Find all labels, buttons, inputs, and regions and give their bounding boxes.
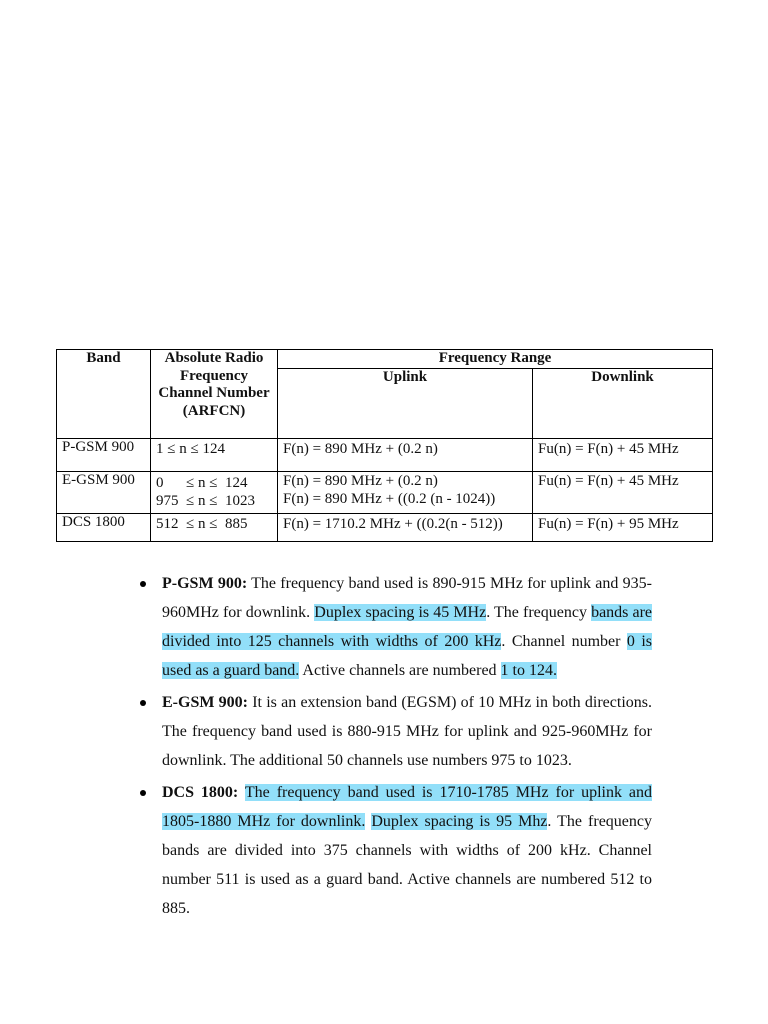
arfcn-line: 512 ≤ n ≤ 885 <box>156 516 248 532</box>
arfcn-line: 1 ≤ n ≤ 124 <box>156 441 225 457</box>
cell-arfcn <box>151 514 278 542</box>
bullet-label: E-GSM 900: <box>162 694 248 711</box>
header-uplink: Uplink <box>278 369 533 439</box>
cell-arfcn <box>151 439 278 472</box>
list-item-egsm <box>138 688 652 775</box>
cell-uplink <box>278 514 533 542</box>
downlink-line: Fu(n) = F(n) + 45 MHz <box>538 473 679 489</box>
header-arfcn: Absolute Radio Frequency Channel Number (ARFCN) <box>151 350 278 439</box>
cell-downlink <box>533 472 713 514</box>
bullet-text: . The frequency bands are divided into 375 channels with widths of 200 kHz. Channel number 511 is used as a guard band. Active channels are numbered 512 to 885. <box>162 813 652 917</box>
table-row <box>57 472 713 514</box>
bullet-label: DCS 1800: <box>162 784 239 801</box>
arfcn-line: 0 ≤ n ≤ 124 <box>156 475 248 491</box>
table-row <box>57 514 713 542</box>
frequency-table <box>56 349 713 542</box>
arfcn-line: 975 ≤ n ≤ 1023 <box>156 492 255 509</box>
highlighted-text: Duplex spacing is 45 MHz <box>314 604 487 621</box>
uplink-line: F(n) = 890 MHz + (0.2 n) <box>283 441 438 457</box>
table-row <box>57 439 713 472</box>
cell-downlink <box>533 439 713 472</box>
bullet-text: . Channel number <box>501 633 627 650</box>
list-item-pgsm <box>138 569 652 685</box>
highlighted-text: 1 to 124. <box>500 662 557 679</box>
header-downlink: Downlink <box>533 369 713 439</box>
bullet-icon <box>140 581 146 587</box>
cell-uplink <box>278 472 533 514</box>
highlighted-text: 0 is used as a guard band. <box>162 633 652 679</box>
cell-band: DCS 1800 <box>57 514 151 542</box>
cell-arfcn <box>151 472 278 514</box>
bullet-text: The frequency band used is 890-915 MHz for uplink and 935-960MHz for downlink. <box>162 575 652 621</box>
cell-downlink <box>533 514 713 542</box>
uplink-line: F(n) = 1710.2 MHz + ((0.2(n - 512)) <box>283 516 503 532</box>
cell-uplink <box>278 439 533 472</box>
cell-band: P-GSM 900 <box>57 439 151 472</box>
list-item-dcs <box>138 778 652 923</box>
uplink-line: F(n) = 890 MHz + ((0.2 (n - 1024)) <box>283 490 496 507</box>
bullet-text: Active channels are numbered <box>299 662 501 679</box>
bullet-icon <box>140 790 146 796</box>
downlink-line: Fu(n) = F(n) + 45 MHz <box>538 441 679 457</box>
cell-band: E-GSM 900 <box>57 472 151 514</box>
downlink-line: Fu(n) = F(n) + 95 MHz <box>538 516 679 532</box>
highlighted-text: The frequency band used is 1710-1785 MHz for uplink and 1805-1880 MHz for downlink. <box>162 784 652 830</box>
bullet-icon <box>140 700 146 706</box>
highlighted-text: Duplex spacing is 95 Mhz <box>371 813 548 830</box>
bullet-text <box>238 784 245 801</box>
band-description-list <box>138 569 652 926</box>
bullet-label: P-GSM 900: <box>162 575 248 592</box>
uplink-line: F(n) = 890 MHz + (0.2 n) <box>283 473 438 489</box>
bullet-text: . The frequency <box>486 604 592 621</box>
header-band: Band <box>57 350 151 439</box>
highlighted-text: bands are divided into 125 channels with widths of 200 kHz <box>162 604 653 650</box>
bullet-text: It is an extension band (EGSM) of 10 MHz in both directions. The frequency band used is 880-915 MHz for uplink and 925-960MHz for downlink. The additional 50 channels use numbers 975 to 1023. <box>162 694 652 769</box>
header-frequency-range: Frequency Range <box>278 350 713 369</box>
